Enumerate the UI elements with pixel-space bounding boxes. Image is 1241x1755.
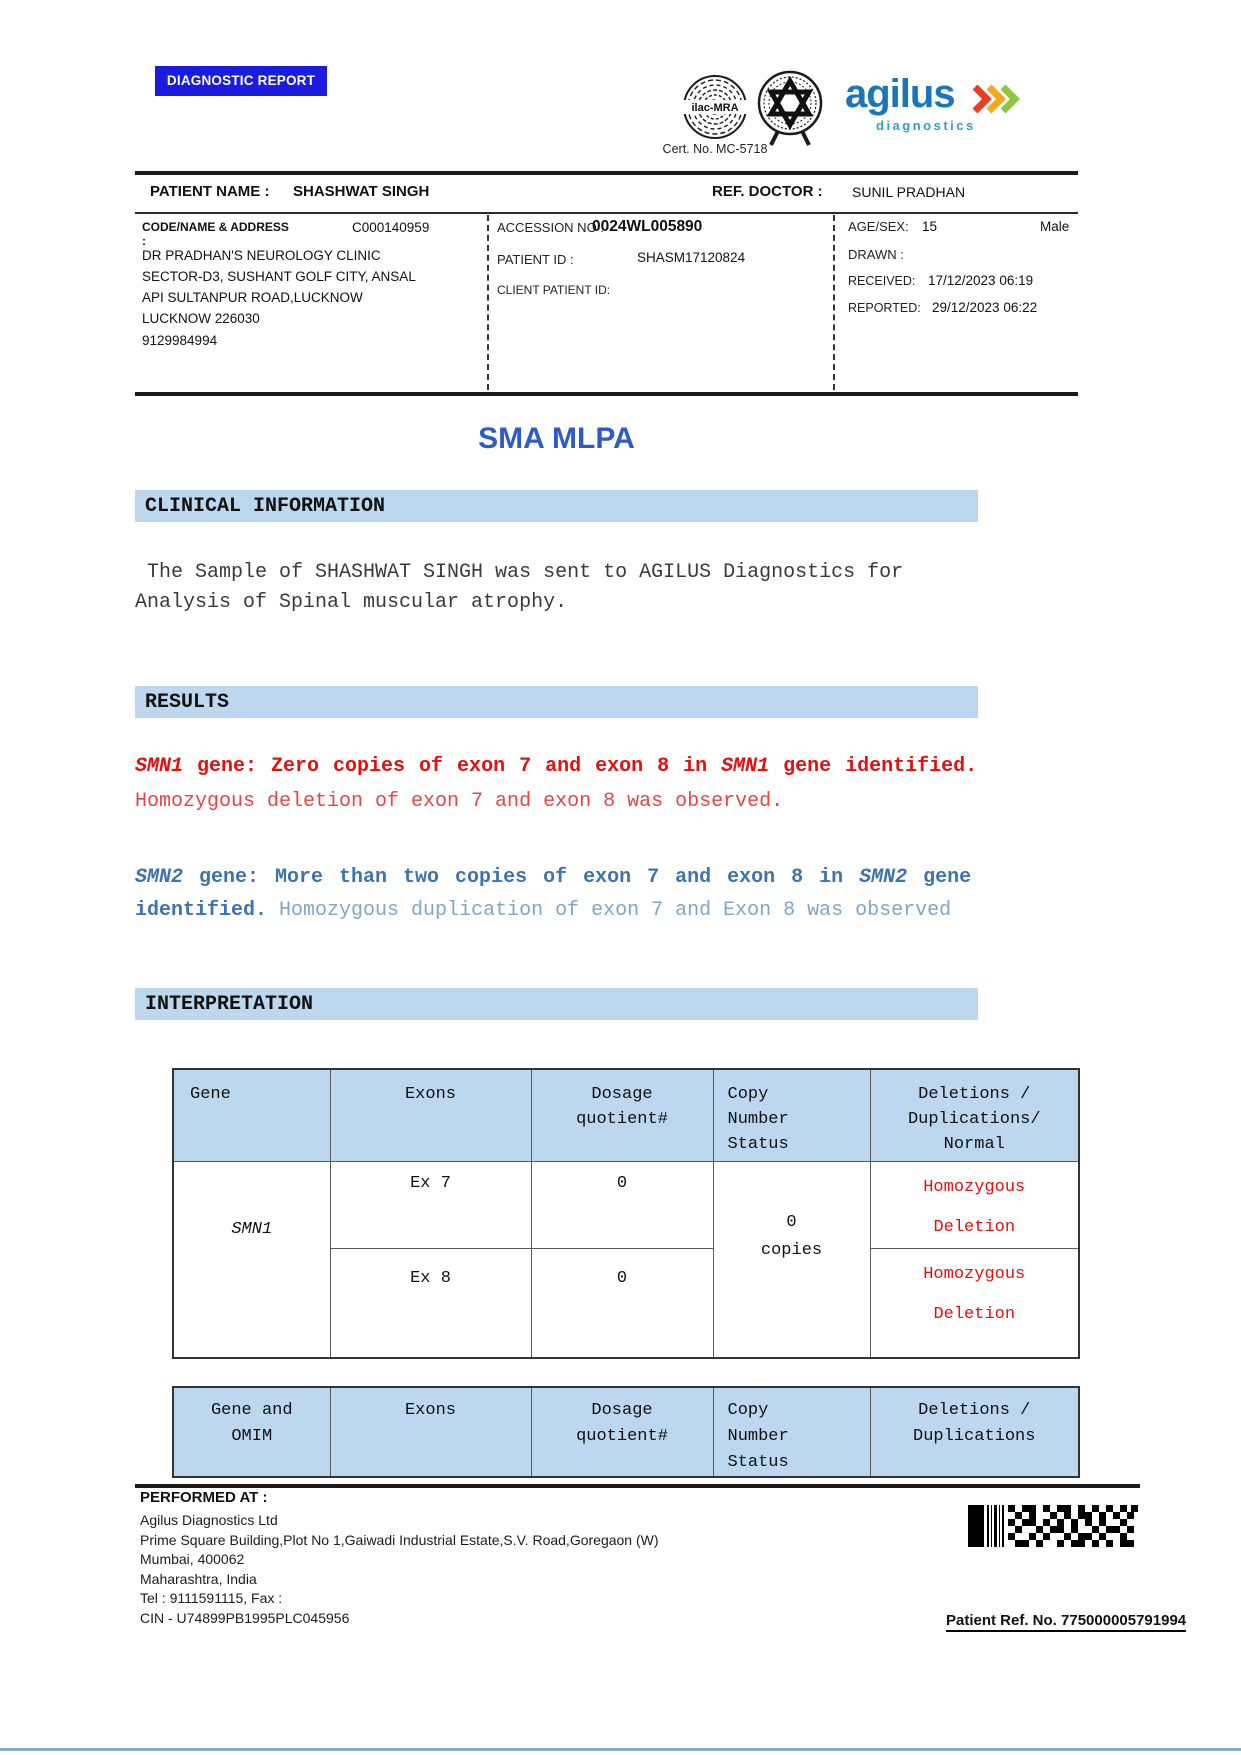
patient-name-value: SHASHWAT SINGH	[293, 183, 430, 200]
copy-number-cell: 0 copies	[713, 1161, 870, 1358]
interpretation-table	[172, 1068, 1080, 1359]
page-bottom-divider	[0, 1748, 1241, 1751]
lab-address-line: Maharashtra, India	[140, 1570, 257, 1587]
lab-address-line: CIN - U74899PB1995PLC045956	[140, 1609, 350, 1626]
table-row	[173, 1161, 1079, 1248]
drawn-label: DRAWN :	[848, 247, 904, 262]
exon-cell: Ex 8	[330, 1248, 531, 1358]
section-heading: RESULTS	[145, 691, 230, 714]
section-interpretation	[135, 988, 978, 1020]
reported-value: 29/12/2023 06:22	[932, 300, 1038, 315]
lab-address-line: Agilus Diagnostics Ltd	[140, 1512, 278, 1528]
rule-info-bottom	[135, 392, 1078, 396]
code-address-label: CODE/NAME & ADDRESS	[142, 220, 289, 234]
deletion-result-cell: Homozygous Deletion	[870, 1161, 1079, 1248]
smn1-result	[135, 755, 995, 813]
address-line: DR PRADHAN'S NEUROLOGY CLINIC	[142, 248, 381, 263]
patient-id-value: SHASM17120824	[637, 250, 746, 265]
header-deletions-duplications: Deletions / Duplications/ Normal	[870, 1069, 1079, 1161]
column-divider-2	[833, 215, 835, 390]
ref-doctor-value: SUNIL PRADHAN	[852, 184, 966, 200]
section-heading: INTERPRETATION	[145, 993, 314, 1016]
accession-value: 0024WL005890	[592, 218, 703, 235]
smn2-table-header	[172, 1386, 1080, 1478]
smn2-result-line1: SMN2 gene: More than two copies of exon 7 and exon 8 in SMN2 gene	[135, 866, 972, 889]
section-results	[135, 686, 978, 718]
lab-address-line: Mumbai, 400062	[140, 1551, 245, 1567]
performed-at-label: PERFORMED AT :	[140, 1489, 268, 1506]
patient-ref-number: Patient Ref. No. 775000005791994	[946, 1612, 1186, 1632]
code-address-colon: :	[142, 234, 146, 248]
section-heading: CLINICAL INFORMATION	[145, 495, 386, 518]
lab-address	[140, 1511, 760, 1628]
client-patient-id-label: CLIENT PATIENT ID:	[497, 283, 611, 297]
header-gene: Gene	[173, 1069, 330, 1161]
header-copy-number-status: Copy Number Status	[713, 1069, 870, 1161]
received-label: RECEIVED:	[848, 274, 916, 288]
age-value: 15	[922, 219, 938, 234]
header-dosage-quotient: Dosage quotient#	[531, 1069, 713, 1161]
agilus-chevrons-icon	[972, 84, 1022, 119]
section-clinical-information	[135, 490, 978, 522]
dosage-cell: 0	[531, 1161, 713, 1248]
lab-address-line: Tel : 9111591115, Fax :	[140, 1590, 283, 1606]
exon-cell: Ex 7	[330, 1161, 531, 1248]
header-exons: Exons	[330, 1387, 531, 1477]
ilac-mra-stamp-icon	[682, 74, 748, 145]
header-exons: Exons	[330, 1069, 531, 1161]
table-header-row	[173, 1387, 1079, 1477]
clinical-text: The Sample of SHASHWAT SINGH was sent to AGILUS Diagnostics for Analysis of Spinal muscular atrophy.	[135, 561, 904, 614]
table-header-row	[173, 1069, 1079, 1161]
agilus-diagnostics-label: diagnostics	[876, 118, 976, 133]
column-divider-1	[487, 215, 489, 390]
ref-doctor-label: REF. DOCTOR :	[712, 183, 823, 200]
client-address	[142, 246, 472, 352]
address-line: LUCKNOW 226030	[142, 311, 260, 326]
header-dosage-quotient: Dosage quotient#	[531, 1387, 713, 1477]
rule-top	[135, 171, 1078, 175]
patient-id-label: PATIENT ID :	[497, 252, 574, 267]
svg-text:ilac-MRA: ilac-MRA	[691, 102, 739, 114]
smn2-result-line2: identified. Homozygous duplication of exon 7 and Exon 8 was observed	[135, 899, 952, 922]
received-value: 17/12/2023 06:19	[928, 273, 1034, 288]
header-gene-omim: Gene and OMIM	[173, 1387, 330, 1477]
nabl-stamp-icon	[752, 68, 828, 153]
gene-cell: SMN1	[173, 1161, 330, 1358]
barcode	[968, 1505, 1138, 1552]
cert-number: Cert. No. MC-5718	[662, 142, 768, 156]
address-line: API SULTANPUR ROAD,LUCKNOW	[142, 290, 363, 305]
address-line: 9129984994	[142, 333, 218, 348]
report-title: SMA MLPA	[478, 422, 635, 455]
header-copy-number-status: Copy Number Status	[713, 1387, 870, 1477]
accession-label: ACCESSION NO :	[497, 220, 604, 235]
smn2-result	[135, 866, 995, 922]
lab-address-line: Prime Square Building,Plot No 1,Gaiwadi Industrial Estate,S.V. Road,Goregaon (W)	[140, 1531, 659, 1548]
age-sex-label: AGE/SEX:	[848, 219, 909, 234]
smn1-result-line2: Homozygous deletion of exon 7 and exon 8 was observed.	[135, 790, 784, 813]
client-code-value: C000140959	[352, 220, 430, 235]
agilus-logo: agilus	[845, 72, 955, 116]
rule-patient-bar	[135, 212, 1078, 214]
address-line: SECTOR-D3, SUSHANT GOLF CITY, ANSAL	[142, 269, 416, 284]
dosage-cell: 0	[531, 1248, 713, 1358]
diagnostic-report-badge: DIAGNOSTIC REPORT	[155, 66, 327, 96]
smn1-result-line1: SMN1 gene: Zero copies of exon 7 and exon 8 in SMN1 gene identified.	[135, 755, 978, 778]
patient-name-label: PATIENT NAME :	[150, 183, 270, 200]
sex-value: Male	[1040, 219, 1070, 234]
header-deletions-duplications: Deletions / Duplications	[870, 1387, 1079, 1477]
deletion-result-cell: Homozygous Deletion	[870, 1248, 1079, 1358]
reported-label: REPORTED:	[848, 301, 921, 315]
rule-footer	[135, 1484, 1140, 1488]
